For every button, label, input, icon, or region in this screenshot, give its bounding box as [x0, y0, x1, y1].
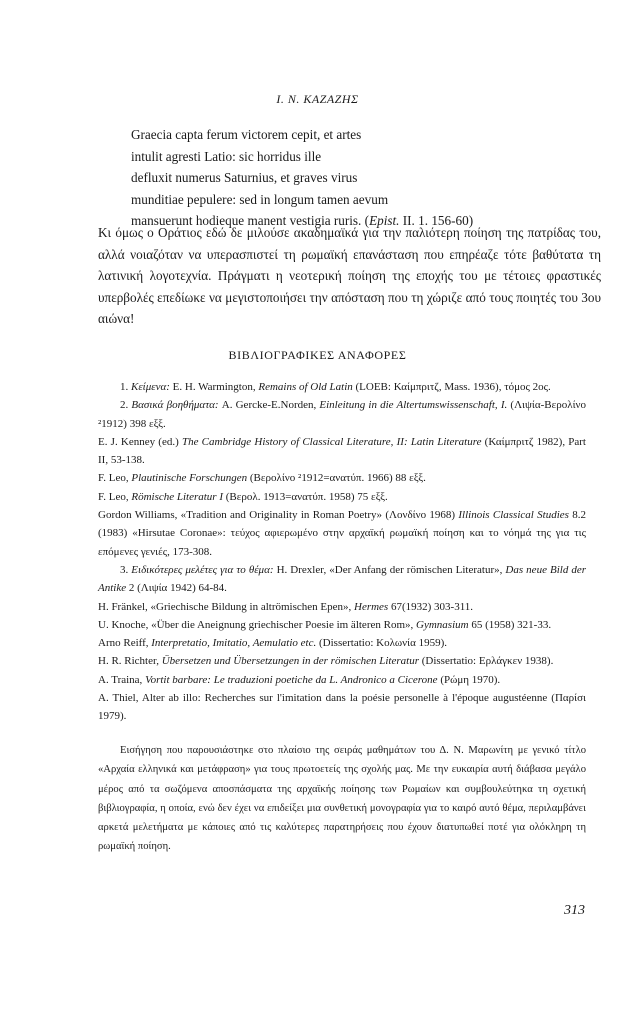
footnote-text: Εισήγηση που παρουσιάστηκε στο πλαίσιο της σειράς μαθημάτων του Δ. Ν. Μαρωνίτη με γενικό τίτλο «Αρχαία ελληνικά και μετάφραση» για τους πρωτοετείς της σχολής μας. Με την ευκαιρία αυτή διάβασα μεγάλο μέρος από τα σωζόμενα αποσπάσματα της αρχαϊκής ποίησης των Ρωμαίων και συμβουλεύτηκα τη σχετική βιβλιογραφία, η οποία, ενώ δεν έχει να επιδείξει μια συνθετική μονογραφία για το καιρό αυτό θέμα, περιλαμβάνει αρκετά μελετήματα με κάποιες από τις καλύτερες παρατηρήσεις που έχουν διατυπωθεί ποτέ για ολόκληρη τη ρωμαϊκή ποίηση.: [98, 745, 586, 853]
entry-title: Übersetzen und Übersetzungen in der römischen Literatur: [161, 655, 419, 668]
entry-details: (LOEB: Καίμπριτζ, Mass. 1936), τόμος 2ος.: [352, 381, 551, 393]
entry-author: A. Gercke-E.Norden,: [218, 399, 320, 412]
entry-number: 2.: [120, 399, 132, 412]
entry-author: F. Leo,: [98, 472, 132, 485]
entry-details: (Βερολ. 1913=ανατύπ. 1958) 75 εξξ.: [223, 490, 388, 503]
bibliography-entry: [98, 652, 586, 670]
citation-ref: II. 1. 156-60): [399, 213, 474, 229]
entry-details: 65 (1958) 321-33.: [468, 618, 552, 631]
bibliography-entry: [98, 561, 586, 598]
entry-title: Hermes: [354, 600, 389, 613]
entry-details: (Dissertatio: Κολωνία 1959).: [316, 637, 448, 650]
entry-title: Interpretatio, Imitatio, Aemulatio etc.: [151, 637, 317, 650]
entry-heading: Κείμενα:: [131, 381, 170, 393]
entry-author: H. Drexler, «Der Anfang der römischen Literatur»,: [273, 563, 506, 576]
entry-title: The Cambridge History of Classical Literature, II: Latin Literature: [181, 435, 482, 448]
entry-title: Gymnasium: [416, 618, 469, 631]
entry-title: Einleitung in die Altertumswissenschaft, I.: [319, 399, 508, 412]
running-head: I. N. ΚΑΖΑΖΗΣ: [276, 92, 359, 106]
bibliography-entry: [98, 378, 586, 396]
entry-title: Vortit barbare: Le traduzioni poetiche da L. Andronico a Cicerone: [145, 673, 438, 686]
entry-details: (Καίμπριτζ 1982), Part II, 53-138.: [98, 435, 586, 467]
entry-author: U. Knoche, «Über die Aneignung griechischer Poesie im älteren Rom»,: [98, 618, 417, 631]
bibliography-entry: [98, 488, 586, 506]
bibliography-entry: [98, 396, 586, 433]
entry-number: 3.: [120, 563, 132, 576]
bibliography-title: ΒΙΒΛΙΟΓΡΑΦΙΚΕΣ ΑΝΑΦΟΡΕΣ: [228, 348, 407, 362]
citation-work: Epist.: [369, 213, 400, 229]
entry-title: Plautinische Forschungen: [131, 472, 248, 485]
entry-title: Remains of Old Latin: [258, 381, 353, 393]
entry-author: Gordon Williams, «Tradition and Originality in Roman Poetry» (Λονδίνο 1968): [98, 509, 459, 522]
footnote: [98, 741, 586, 857]
bibliography-entry: [98, 689, 586, 726]
entry-details: 2 (Λιψία 1942) 64-84.: [126, 582, 227, 595]
entry-author: H. Fränkel, «Griechische Bildung in altrömischen Epen»,: [98, 600, 354, 613]
entry-heading: Βασικά βοηθήματα:: [131, 399, 219, 412]
entry-title: Illinois Classical Studies: [458, 509, 569, 522]
bibliography-list: [98, 378, 586, 726]
entry-author: H. R. Richter,: [98, 655, 162, 668]
entry-details: (Λιψία-Βερολίνο ²1912) 398 εξξ.: [98, 399, 586, 430]
bibliography-entry: [98, 634, 586, 652]
entry-number: 1.: [120, 381, 131, 393]
entry-author: A. Thiel, Alter ab illo: Recherches sur l'imitation dans la poésie personelle à l'époque augustéenne (Παρίσι 1979).: [98, 692, 586, 723]
latin-quotation: [131, 124, 601, 232]
entry-details: (Dissertatio: Ερλάγκεν 1938).: [418, 655, 554, 668]
poem-line: intulit agresti Latio: sic horridus ille: [131, 148, 322, 164]
entry-author: Arno Reiff,: [98, 637, 152, 650]
entry-author: F. Leo,: [98, 490, 132, 503]
entry-author: E. J. Kenney (ed.): [98, 435, 182, 448]
entry-heading: Ειδικότερες μελέτες για το θέμα:: [131, 563, 274, 576]
bibliography-entry: [98, 469, 586, 487]
page-number: 313: [564, 903, 585, 918]
poem-line: defluxit numerus Saturnius, et graves virus: [131, 170, 358, 186]
bibliography-entry: [98, 433, 586, 470]
entry-details: 67(1932) 303-311.: [388, 600, 474, 613]
entry-details: 8.2 (1983) «Hirsutae Coronae»: τεύχος αφιερωμένο στην αρχαϊκή ρωμαϊκή ποίηση και το νόημά της για τις επόμενες γενιές, 173-308.: [98, 509, 587, 558]
poem-line: munditiae pepulere: sed in longum tamen aevum: [131, 191, 389, 207]
entry-author: E. H. Warmington,: [169, 381, 259, 393]
entry-title: Römische Literatur I: [131, 490, 224, 503]
bibliography-entry: [98, 506, 586, 561]
poem-line: mansuerunt hodieque manent vestigia ruris.: [131, 213, 362, 229]
entry-details: (Ρώμη 1970).: [437, 673, 501, 686]
bibliography-entry: [98, 671, 586, 689]
entry-title: Das neue Bild der Antike: [98, 563, 587, 595]
body-paragraph: Κι όμως ο Οράτιος εδώ δε μιλούσε ακαδημαϊκά για την παλιότερη ποίηση της πατρίδας του, αλλά νοιαζόταν να υπερασπιστεί τη ρωμαϊκή επανάσταση που επηρέαζε τότε βαθύτατα τη λατινική λογοτεχνία. Πράγματι η νεοτερική ποίηση της εποχής του με τέτοιες φραστικές υπερβολές επεδίωκε να μεγιστοποιήσει την απόσταση που τη χώριζε από τους ποιητές του 3ου αιώνα!: [98, 225, 601, 326]
entry-author: A. Traina,: [98, 673, 146, 686]
citation-open: (: [364, 213, 370, 229]
poem-line: Graecia capta ferum victorem cepit, et artes: [131, 127, 362, 142]
bibliography-entry: [98, 598, 586, 616]
entry-details: (Βερολίνο ²1912=ανατύπ. 1966) 88 εξξ.: [247, 472, 426, 485]
bibliography-entry: [98, 616, 586, 634]
